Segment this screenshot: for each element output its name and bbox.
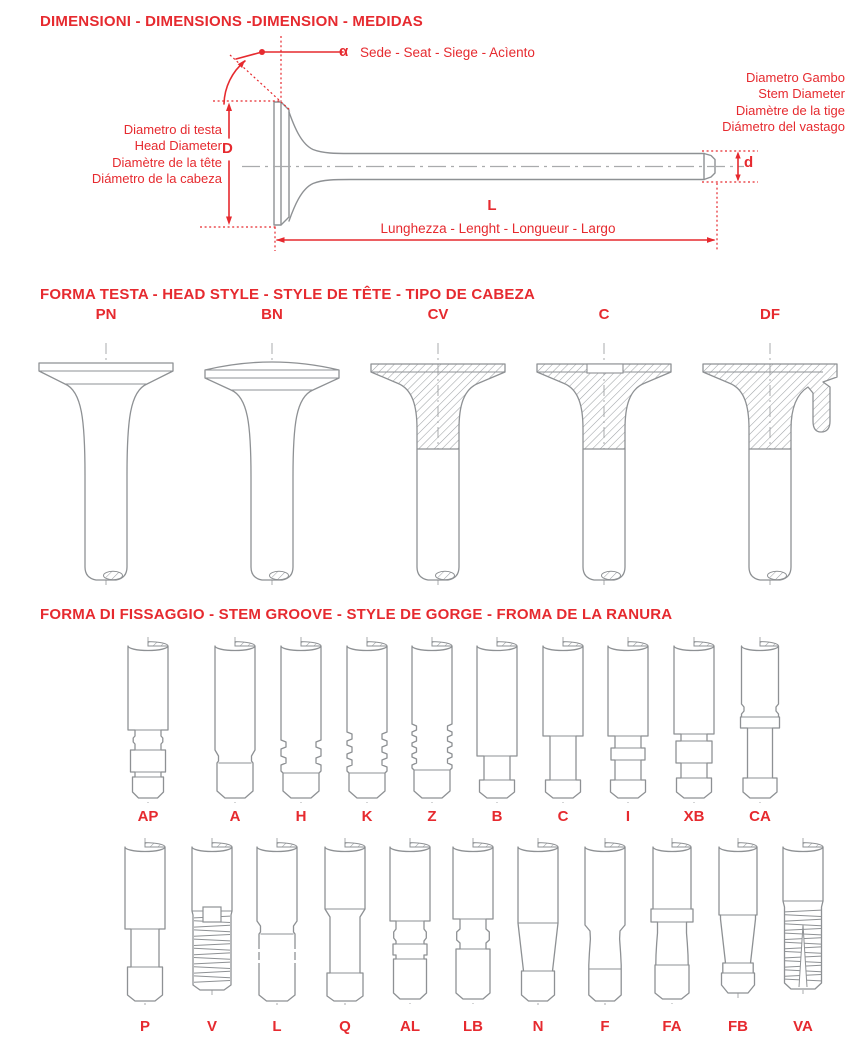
stem-diameter-label-fr: Diamètre de la tige	[735, 102, 845, 118]
stem-groove-figure-I	[600, 632, 656, 810]
head-style-section-title: FORMA TESTA - HEAD STYLE - STYLE DE TÊTE - TIPO DE CABEZA	[40, 286, 536, 303]
stem-groove-figure-CA	[732, 632, 788, 810]
stem-groove-code-label: XB	[683, 808, 705, 825]
stem-groove-code-label: VA	[793, 1018, 813, 1035]
stem-groove-code-label: FA	[662, 1018, 682, 1035]
head-style-code-label: DF	[760, 306, 780, 323]
stem-groove-figure-LB	[445, 833, 501, 1015]
head-style-code-label: BN	[261, 306, 283, 323]
head-diameter-label-block	[0, 122, 222, 188]
seat-label: Sede - Seat - Siege - Acìento	[360, 45, 535, 60]
stem-diameter-label-it: Diametro Gambo	[746, 70, 845, 85]
head-style-code-label: C	[598, 306, 610, 323]
stem-diameter-label-en: Stem Diameter	[758, 86, 845, 102]
stem-groove-code-label: F	[600, 1018, 610, 1035]
stem-groove-section-title: FORMA DI FISSAGGIO - STEM GROOVE - STYLE DE GORGE - FROMA DE LA RANURA	[40, 606, 673, 623]
seat-angle-symbol: α	[339, 43, 349, 60]
stem-groove-code-label: FB	[728, 1018, 748, 1035]
stem-diameter-label-block	[615, 70, 845, 136]
length-symbol: L	[487, 197, 497, 214]
head-diameter-label-it: Diametro di testa	[123, 122, 222, 137]
stem-groove-code-label: C	[557, 808, 569, 825]
stem-groove-code-label: AL	[400, 1018, 420, 1035]
stem-groove-figure-Z	[404, 632, 460, 810]
head-style-figure-DF	[695, 333, 845, 585]
stem-groove-code-label: B	[491, 808, 503, 825]
stem-groove-figure-B	[469, 632, 525, 810]
head-diameter-label-es: Diámetro de la cabeza	[91, 171, 222, 187]
stem-groove-figure-P	[117, 833, 173, 1015]
stem-groove-figure-F	[577, 833, 633, 1015]
stem-groove-figure-N	[510, 833, 566, 1015]
head-style-code-label: PN	[95, 306, 117, 323]
stem-groove-figure-FA	[644, 833, 700, 1015]
stem-groove-code-label: Z	[427, 808, 437, 825]
stem-groove-figure-K	[339, 632, 395, 810]
stem-groove-figure-H	[273, 632, 329, 810]
stem-groove-figure-AP	[120, 632, 176, 810]
head-diameter-label-fr: Diamètre de la tête	[112, 154, 222, 170]
stem-groove-figure-L	[249, 833, 305, 1015]
head-style-code-label: CV	[427, 306, 449, 323]
stem-groove-code-label: N	[532, 1018, 544, 1035]
stem-groove-figure-VA	[775, 833, 831, 1015]
stem-groove-code-label: V	[206, 1018, 217, 1035]
stem-groove-code-label: H	[295, 808, 307, 825]
stem-diameter-symbol: d	[744, 154, 754, 171]
stem-groove-code-label: I	[625, 808, 631, 825]
head-style-figure-PN	[31, 333, 181, 585]
stem-groove-code-label: LB	[463, 1018, 483, 1035]
stem-groove-figure-V	[184, 833, 240, 1015]
stem-groove-figure-AL	[382, 833, 438, 1015]
stem-groove-code-label: Q	[339, 1018, 351, 1035]
stem-groove-code-label: L	[272, 1018, 282, 1035]
stem-groove-figure-FB	[710, 833, 766, 1015]
stem-groove-figure-XB	[666, 632, 722, 810]
stem-groove-code-label: CA	[749, 808, 771, 825]
stem-groove-code-label: K	[361, 808, 373, 825]
stem-groove-code-label: AP	[137, 808, 159, 825]
stem-groove-figure-A	[207, 632, 263, 810]
head-style-figure-C	[529, 333, 679, 585]
length-label: Lunghezza - Lenght - Longueur - Largo	[380, 221, 616, 236]
head-diameter-label-en: Head Diameter	[134, 138, 222, 154]
seat-callout-dot	[259, 49, 265, 55]
head-style-figure-CV	[363, 333, 513, 585]
stem-groove-code-label: P	[139, 1018, 150, 1035]
head-diameter-symbol: D	[222, 140, 233, 157]
stem-groove-figure-C	[535, 632, 591, 810]
stem-groove-figure-Q	[317, 833, 373, 1015]
head-style-figure-BN	[197, 333, 347, 585]
stem-diameter-label-es: Diámetro del vastago	[722, 119, 845, 135]
stem-groove-code-label: A	[229, 808, 241, 825]
dimensions-section-title: DIMENSIONI - DIMENSIONS -DIMENSION - MEDIDAS	[40, 13, 423, 30]
